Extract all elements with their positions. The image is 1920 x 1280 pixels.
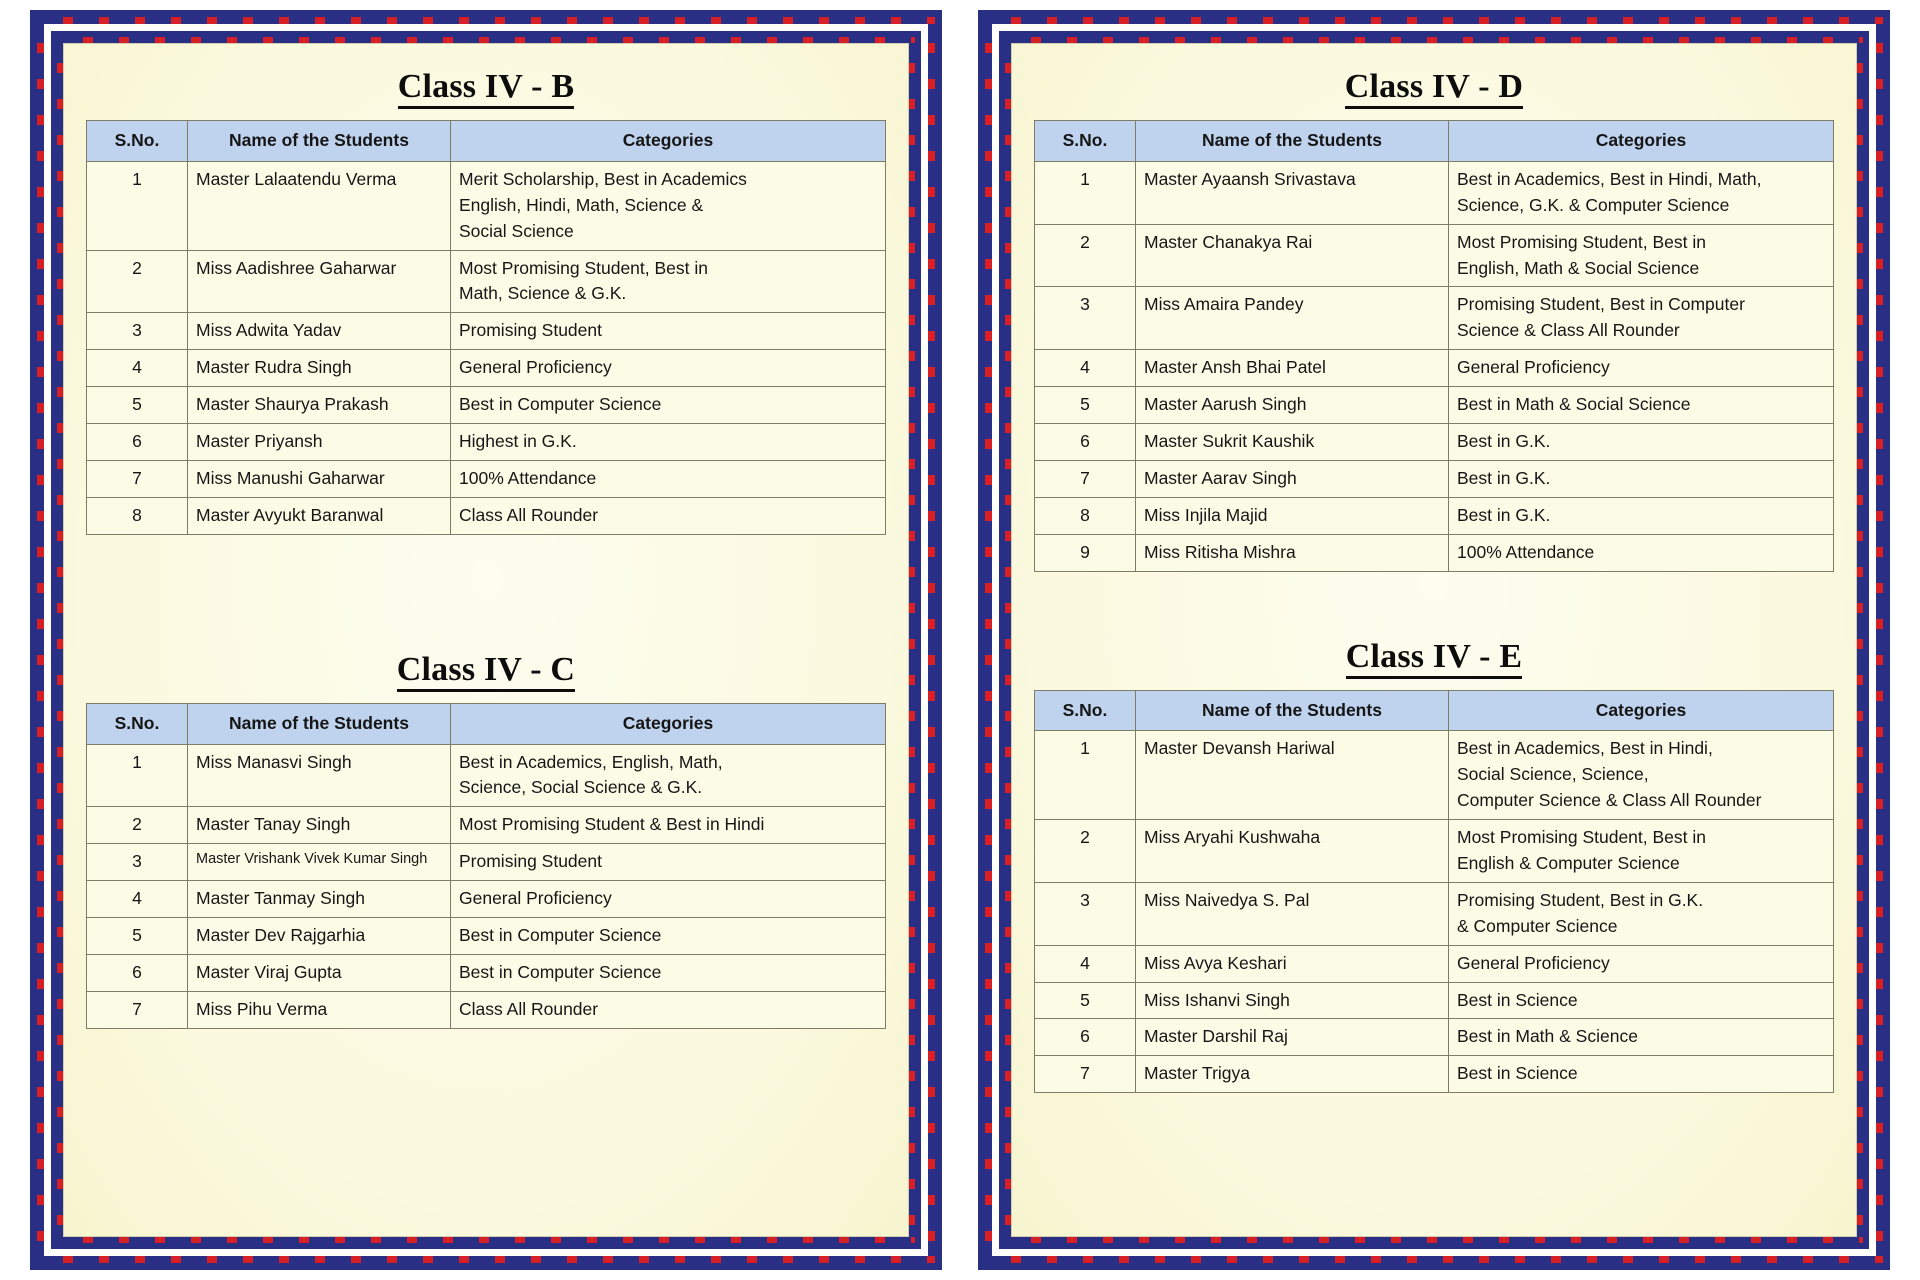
column-header-categories: Categories xyxy=(1449,690,1834,731)
table-head xyxy=(1035,690,1834,731)
cell-sno: 5 xyxy=(1035,387,1136,424)
column-header-name: Name of the Students xyxy=(1136,690,1449,731)
cell-student-name: Miss Pihu Verma xyxy=(188,991,451,1028)
cell-sno: 2 xyxy=(1035,224,1136,287)
table-header-row xyxy=(87,121,886,162)
table-row xyxy=(87,881,886,918)
table-head xyxy=(87,121,886,162)
cell-sno: 6 xyxy=(1035,424,1136,461)
table-row xyxy=(1035,460,1834,497)
cell-categories: Best in Academics, English, Math, Science, Social Science & G.K. xyxy=(451,744,886,807)
cell-student-name: Master Devansh Hariwal xyxy=(1136,731,1449,820)
table-row xyxy=(87,954,886,991)
cell-sno: 1 xyxy=(1035,731,1136,820)
table-row xyxy=(1035,161,1834,224)
cell-sno: 1 xyxy=(87,744,188,807)
cell-sno: 3 xyxy=(87,844,188,881)
class-block-iv-c xyxy=(86,651,886,1029)
table-row xyxy=(1035,534,1834,571)
table-row xyxy=(87,744,886,807)
cell-sno: 2 xyxy=(87,250,188,313)
table-row xyxy=(87,250,886,313)
page-canvas-left xyxy=(63,43,909,1237)
cell-student-name: Miss Manasvi Singh xyxy=(188,744,451,807)
cell-sno: 7 xyxy=(1035,1056,1136,1093)
cell-student-name: Miss Ritisha Mishra xyxy=(1136,534,1449,571)
table-row xyxy=(1035,982,1834,1019)
awards-table-iv-c xyxy=(86,703,886,1029)
table-row xyxy=(87,991,886,1028)
cell-sno: 7 xyxy=(1035,460,1136,497)
cell-categories: Best in Computer Science xyxy=(451,954,886,991)
awards-table-iv-e xyxy=(1034,690,1834,1094)
cell-student-name: Master Lalaatendu Verma xyxy=(188,161,451,250)
cell-sno: 6 xyxy=(87,424,188,461)
cell-student-name: Miss Aryahi Kushwaha xyxy=(1136,820,1449,883)
cell-student-name: Miss Naivedya S. Pal xyxy=(1136,882,1449,945)
cell-student-name: Master Avyukt Baranwal xyxy=(188,497,451,534)
cell-student-name: Miss Ishanvi Singh xyxy=(1136,982,1449,1019)
cell-student-name: Master Aarush Singh xyxy=(1136,387,1449,424)
cell-categories: General Proficiency xyxy=(1449,945,1834,982)
cell-categories: Best in Computer Science xyxy=(451,387,886,424)
table-header-row xyxy=(1035,690,1834,731)
cell-sno: 6 xyxy=(1035,1019,1136,1056)
cell-categories: 100% Attendance xyxy=(1449,534,1834,571)
spacer-left xyxy=(86,545,886,641)
cell-sno: 7 xyxy=(87,991,188,1028)
column-header-name: Name of the Students xyxy=(188,121,451,162)
column-header-categories: Categories xyxy=(451,121,886,162)
table-row xyxy=(87,844,886,881)
column-header-name: Name of the Students xyxy=(188,703,451,744)
cell-categories: Best in G.K. xyxy=(1449,497,1834,534)
cell-student-name: Master Sukrit Kaushik xyxy=(1136,424,1449,461)
table-row xyxy=(87,161,886,250)
cell-sno: 4 xyxy=(1035,350,1136,387)
column-header-sno: S.No. xyxy=(1035,690,1136,731)
page-canvas-right xyxy=(1011,43,1857,1237)
column-header-categories: Categories xyxy=(451,703,886,744)
cell-student-name: Master Tanmay Singh xyxy=(188,881,451,918)
cell-categories: Most Promising Student, Best in Math, Science & G.K. xyxy=(451,250,886,313)
cell-student-name: Master Trigya xyxy=(1136,1056,1449,1093)
table-row xyxy=(1035,882,1834,945)
cell-categories: Most Promising Student, Best in English & Computer Science xyxy=(1449,820,1834,883)
table-head xyxy=(1035,121,1834,162)
cell-categories: Best in G.K. xyxy=(1449,424,1834,461)
table-row xyxy=(1035,350,1834,387)
cell-student-name: Master Priyansh xyxy=(188,424,451,461)
class-block-iv-d xyxy=(1034,68,1834,572)
cell-categories: Best in Math & Social Science xyxy=(1449,387,1834,424)
cell-categories: Promising Student, Best in G.K. & Computer Science xyxy=(1449,882,1834,945)
cell-sno: 4 xyxy=(1035,945,1136,982)
cell-student-name: Master Viraj Gupta xyxy=(188,954,451,991)
table-body xyxy=(87,161,886,534)
table-row xyxy=(1035,497,1834,534)
table-row xyxy=(87,424,886,461)
page-title-iv-d xyxy=(1034,68,1834,106)
column-header-sno: S.No. xyxy=(87,121,188,162)
cell-student-name: Master Chanakya Rai xyxy=(1136,224,1449,287)
table-row xyxy=(1035,387,1834,424)
class-block-iv-e xyxy=(1034,638,1834,1094)
table-row xyxy=(87,460,886,497)
decorative-border-right xyxy=(978,10,1890,1270)
cell-student-name: Miss Adwita Yadav xyxy=(188,313,451,350)
cell-student-name: Master Darshil Raj xyxy=(1136,1019,1449,1056)
cell-sno: 1 xyxy=(1035,161,1136,224)
cell-student-name: Miss Injila Majid xyxy=(1136,497,1449,534)
cell-categories: Best in Science xyxy=(1449,1056,1834,1093)
cell-categories: Promising Student xyxy=(451,313,886,350)
spacer-right xyxy=(1034,582,1834,628)
page-title-iv-e xyxy=(1034,638,1834,676)
column-header-categories: Categories xyxy=(1449,121,1834,162)
cell-student-name: Miss Amaira Pandey xyxy=(1136,287,1449,350)
cell-student-name: Master Aarav Singh xyxy=(1136,460,1449,497)
page-title-iv-c xyxy=(86,651,886,689)
table-row xyxy=(87,807,886,844)
table-row xyxy=(1035,1019,1834,1056)
cell-sno: 4 xyxy=(87,881,188,918)
awards-table-iv-b xyxy=(86,120,886,535)
table-header-row xyxy=(87,703,886,744)
cell-sno: 3 xyxy=(1035,882,1136,945)
cell-categories: Best in Math & Science xyxy=(1449,1019,1834,1056)
cell-student-name: Master Shaurya Prakash xyxy=(188,387,451,424)
table-row xyxy=(1035,945,1834,982)
awards-table-iv-d xyxy=(1034,120,1834,572)
cell-categories: Class All Rounder xyxy=(451,497,886,534)
cell-student-name: Master Vrishank Vivek Kumar Singh xyxy=(188,844,451,881)
cell-categories: General Proficiency xyxy=(1449,350,1834,387)
class-block-iv-b xyxy=(86,68,886,535)
table-body xyxy=(1035,731,1834,1093)
cell-student-name: Master Rudra Singh xyxy=(188,350,451,387)
cell-student-name: Miss Manushi Gaharwar xyxy=(188,460,451,497)
cell-sno: 3 xyxy=(1035,287,1136,350)
table-row xyxy=(1035,731,1834,820)
column-header-name: Name of the Students xyxy=(1136,121,1449,162)
cell-categories: Class All Rounder xyxy=(451,991,886,1028)
cell-categories: Best in Academics, Best in Hindi, Math, Science, G.K. & Computer Science xyxy=(1449,161,1834,224)
cell-categories: Highest in G.K. xyxy=(451,424,886,461)
cell-categories: Best in G.K. xyxy=(1449,460,1834,497)
table-row xyxy=(87,918,886,955)
decorative-border-left xyxy=(30,10,942,1270)
class-title-text: Class IV - D xyxy=(1345,68,1523,109)
table-body xyxy=(87,744,886,1028)
table-body xyxy=(1035,161,1834,571)
cell-sno: 1 xyxy=(87,161,188,250)
class-title-text: Class IV - C xyxy=(397,651,575,692)
cell-sno: 9 xyxy=(1035,534,1136,571)
cell-categories: Promising Student xyxy=(451,844,886,881)
cell-categories: General Proficiency xyxy=(451,350,886,387)
table-row xyxy=(1035,424,1834,461)
table-row xyxy=(1035,224,1834,287)
cell-categories: Best in Computer Science xyxy=(451,918,886,955)
table-row xyxy=(87,497,886,534)
cell-sno: 3 xyxy=(87,313,188,350)
cell-sno: 8 xyxy=(1035,497,1136,534)
right-page xyxy=(960,0,1920,1280)
table-row xyxy=(87,350,886,387)
cell-sno: 5 xyxy=(87,387,188,424)
cell-categories: Best in Academics, Best in Hindi, Social Science, Science, Computer Science & Class All Rounder xyxy=(1449,731,1834,820)
table-row xyxy=(1035,1056,1834,1093)
table-row xyxy=(87,313,886,350)
column-header-sno: S.No. xyxy=(87,703,188,744)
cell-sno: 5 xyxy=(87,918,188,955)
cell-sno: 2 xyxy=(1035,820,1136,883)
table-row xyxy=(1035,820,1834,883)
cell-categories: Most Promising Student & Best in Hindi xyxy=(451,807,886,844)
page-title-iv-b xyxy=(86,68,886,106)
cell-student-name: Master Ansh Bhai Patel xyxy=(1136,350,1449,387)
cell-student-name: Master Ayaansh Srivastava xyxy=(1136,161,1449,224)
class-title-text: Class IV - B xyxy=(398,68,575,109)
cell-student-name: Miss Avya Keshari xyxy=(1136,945,1449,982)
cell-sno: 5 xyxy=(1035,982,1136,1019)
cell-categories: Merit Scholarship, Best in Academics English, Hindi, Math, Science & Social Science xyxy=(451,161,886,250)
cell-categories: General Proficiency xyxy=(451,881,886,918)
cell-sno: 7 xyxy=(87,460,188,497)
cell-categories: Best in Science xyxy=(1449,982,1834,1019)
table-row xyxy=(87,387,886,424)
table-head xyxy=(87,703,886,744)
cell-student-name: Master Dev Rajgarhia xyxy=(188,918,451,955)
cell-categories: Most Promising Student, Best in English, Math & Social Science xyxy=(1449,224,1834,287)
column-header-sno: S.No. xyxy=(1035,121,1136,162)
cell-student-name: Master Tanay Singh xyxy=(188,807,451,844)
class-title-text: Class IV - E xyxy=(1346,638,1523,679)
cell-categories: Promising Student, Best in Computer Science & Class All Rounder xyxy=(1449,287,1834,350)
cell-sno: 4 xyxy=(87,350,188,387)
cell-sno: 6 xyxy=(87,954,188,991)
cell-sno: 2 xyxy=(87,807,188,844)
table-row xyxy=(1035,287,1834,350)
cell-student-name: Miss Aadishree Gaharwar xyxy=(188,250,451,313)
table-header-row xyxy=(1035,121,1834,162)
cell-categories: 100% Attendance xyxy=(451,460,886,497)
cell-sno: 8 xyxy=(87,497,188,534)
